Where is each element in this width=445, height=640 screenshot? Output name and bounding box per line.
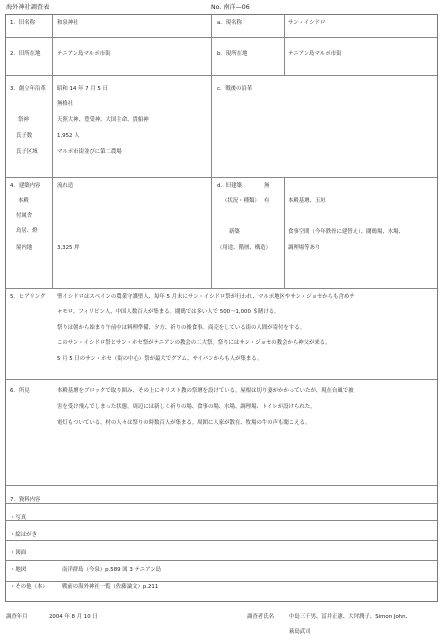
current-location-label: b．現所在地	[217, 51, 248, 57]
old-location-value: テニアン島マルポ市街	[57, 51, 111, 57]
founding-value: 昭和 14 年 7 月 5 日	[57, 86, 108, 92]
current-name-value: サン・イシドロ	[288, 20, 326, 26]
survey-date-label: 調査年月	[6, 614, 28, 620]
old-location-label: 2．旧所在地	[10, 51, 41, 57]
old-name-value: 和泉神社	[57, 20, 79, 26]
precinct-label: 境内地	[16, 245, 33, 251]
parish-area-label: 氏子区域	[16, 149, 38, 155]
buildings-value: 流れ造	[57, 183, 74, 189]
old-buildings-presence: 無	[264, 183, 270, 189]
hearing-label: 5．ヒアリング	[10, 294, 46, 300]
surveyors-label: 調査者氏名	[247, 614, 274, 620]
postcards-label: ・絵はがき	[10, 532, 37, 538]
survey-date-value: 2004 年 8 月 10 日	[49, 614, 98, 620]
observation-line-3: 電灯もついている。村の人々は祭りの時数百人が集まる。周囲に人家が散在、牧場の牛の声も聞こえる。	[57, 420, 311, 426]
old-buildings-label: d．旧建築	[217, 183, 242, 189]
founding-rank: 無格社	[57, 101, 74, 107]
other-label: ・その他（本）	[10, 584, 48, 590]
precinct-value: 3,325 坪	[57, 245, 80, 251]
observation-line-2: 害を受け飛んでしまった状態。周辺には新しく祈りの場、食事の場、水場、調理場、トイレが設けられた。	[57, 404, 316, 410]
parish-area-value: マルポ市街並びに第二農場	[57, 149, 122, 155]
parishioners-value: 1,952 人	[57, 133, 80, 139]
postwar-label: c．戦後の沿革	[217, 86, 253, 92]
current-name-label: a．現名称	[217, 20, 242, 26]
buildings-label: 4．建築内容	[10, 183, 41, 189]
deity-label: 祭神	[18, 117, 29, 123]
auxiliary-label: 付属舎	[16, 213, 33, 219]
old-buildings-exists: 有	[264, 198, 270, 204]
maps-label: ・地図	[10, 567, 27, 573]
new-buildings-uses-label: （用途、階層、構造）	[217, 245, 271, 251]
hearing-line-4: このサン・イシドロ祭とサン・ホセ祭がテニアンの教会の二大祭。祭りにはサン・ジョセの教会から神父が来る。	[57, 340, 331, 346]
form-number: No. 南洋—06	[211, 4, 250, 11]
parishioners-label: 氏子数	[16, 133, 33, 139]
torii-label: 鳥居、燈	[16, 228, 38, 234]
old-name-label: 1．旧名称	[10, 20, 35, 26]
current-location-value: テニアン島マルポ市街	[288, 51, 342, 57]
deity-value: 天照大神、豊受神、大国主命、貴船神	[57, 117, 149, 123]
surveyors-value-2: 萩島武司	[289, 629, 311, 635]
observation-label: 6．所見	[10, 388, 30, 394]
drawings-label: ・図面	[10, 550, 27, 556]
new-buildings-label: 新築	[229, 229, 240, 235]
observation-line-1: 本殿基壇をブロックで取り囲み、その上にキリスト教の祭壇を設けている。屋根は切り妻がかかっていたが、現在台風で被	[57, 388, 354, 394]
hearing-line-3: 祭りは朝から始まり午前中は料理準備、夕方、祈りの後食事。商売をしている街の人間が寄付をする。	[57, 325, 305, 331]
old-buildings-status-label: （状況・種類）	[222, 198, 260, 204]
hearing-line-5: 5 月 5 日のサン・ホセ（街の中心）祭が最大でグアム、サイパンからも人が集まる。	[57, 356, 263, 362]
honden-label: 本殿	[18, 198, 29, 204]
hearing-line-2: ャモロ、フィリピン人、中国人数百人が集まる。闘鶏では多い人で 500～1,000 ＄賭ける。	[57, 309, 280, 315]
new-buildings-detail-1: 食事空間（今年鉄骨に建替え）、闘鶏場、水場、	[288, 229, 404, 235]
old-buildings-detail: 本殿基壇、玉垣	[288, 198, 326, 204]
hearing-line-1: 聖イシドロはスペインの農業守護聖人、毎年 5 月末にサン・イシドロ祭が行われ、マルポ地区やサン・ジョセからも含めチ	[57, 294, 355, 300]
surveyors-value-1: 中島三千男、冨井正憲、大坪潤子、Simon John、	[289, 614, 411, 620]
new-buildings-detail-2: 調理場等あり	[288, 245, 321, 251]
other-value: 戦前の海外神社一覧（佐藤論文）p.211	[62, 584, 159, 590]
form-title: 海外神社調査表	[6, 4, 50, 11]
founding-label: 3．創立年沿革	[10, 86, 46, 92]
maps-value: 南洋群島（今泉）p.589 図 3 テニアン島	[62, 567, 162, 573]
materials-label: 7．資料内容	[10, 497, 41, 503]
photos-label: ・写真	[10, 515, 27, 521]
